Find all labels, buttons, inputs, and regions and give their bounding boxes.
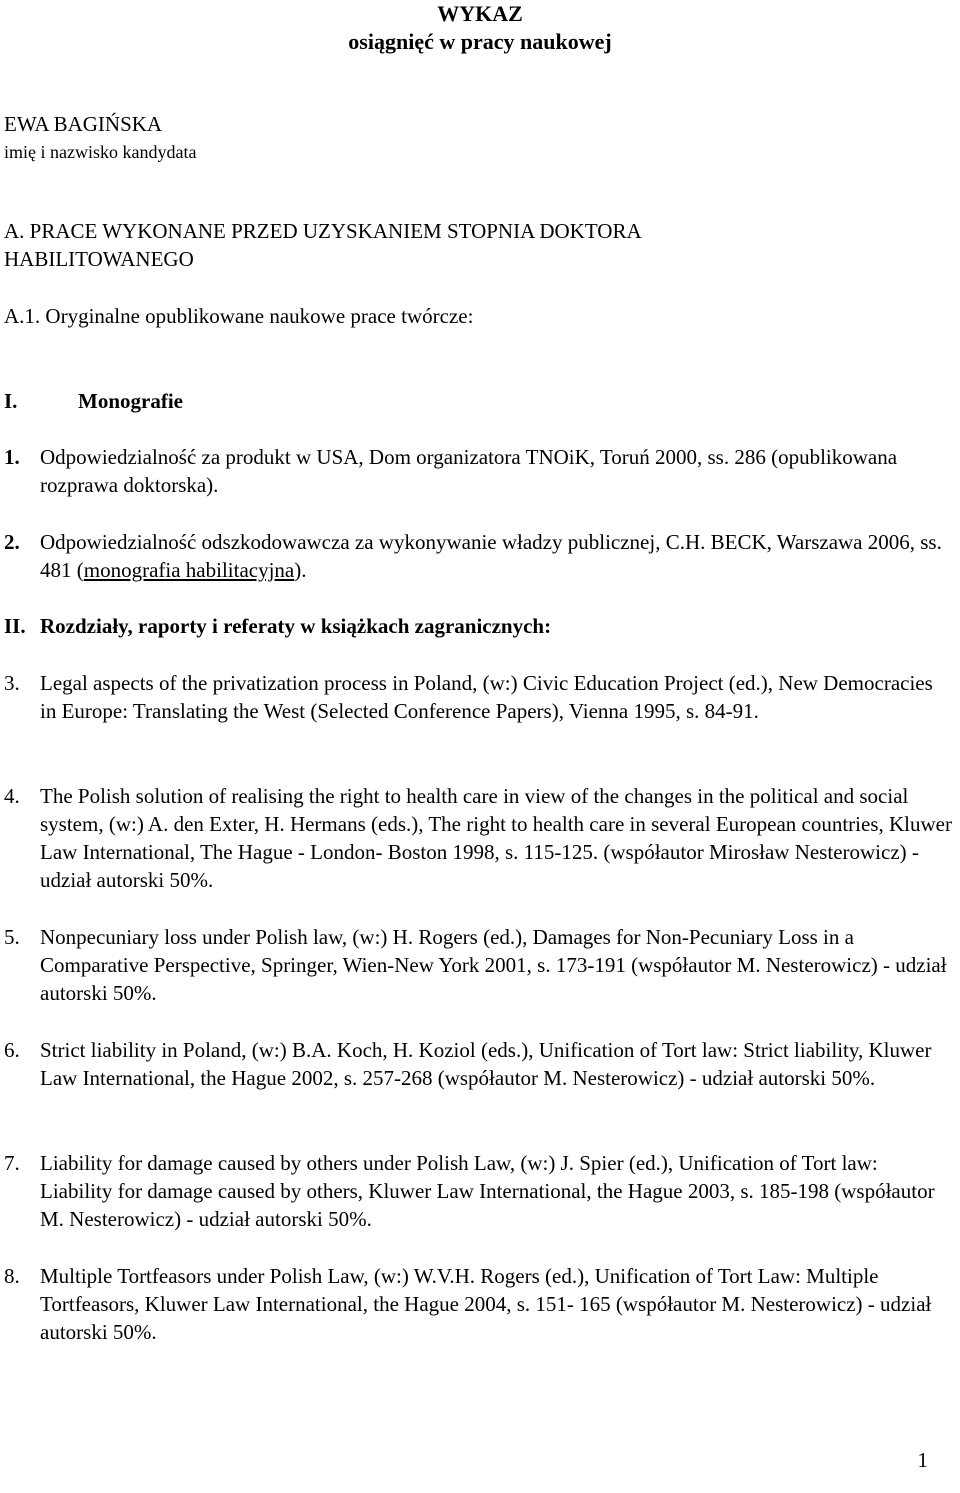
entry-text: Odpowiedzialność za produkt w USA, Dom organizatora TNOiK, Toruń 2000, ss. 286 (opublikowana rozprawa doktorska). xyxy=(40,445,898,497)
part-2-number: II. xyxy=(4,614,26,638)
entry-number: 8. xyxy=(4,1264,20,1288)
entry-4 xyxy=(4,782,954,894)
title-line-1: WYKAZ xyxy=(437,1,523,26)
entry-text: Strict liability in Poland, (w:) B.A. Koch, H. Koziol (eds.), Unification of Tort law: Strict liability, Kluwer Law International, the Hague 2002, s. 257-268 (współautor M. Nesterowicz) - udział autorski 50%. xyxy=(40,1038,932,1090)
entry-6 xyxy=(4,1036,954,1092)
part-1-number: I. xyxy=(4,389,18,413)
author-caption: imię i nazwisko kandydata xyxy=(4,142,197,162)
entry-number: 7. xyxy=(4,1151,20,1175)
author-name: EWA BAGIŃSKA xyxy=(4,112,163,136)
entry-2 xyxy=(4,528,954,584)
habilitation-note: monografia habilitacyjna xyxy=(83,558,295,582)
entry-text: The Polish solution of realising the right to health care in view of the changes in the political and social system, (w:) A. den Exter, H. Hermans (eds.), The right to health care in several European countries, Kluwer Law International, The Hague - London- Boston 1998, s. 115-125. (współautor Mirosław Nesterowicz) - udział autorski 50%. xyxy=(40,784,952,892)
entry-text: Nonpecuniary loss under Polish law, (w:) H. Rogers (ed.), Damages for Non-Pecuniary Loss in a Comparative Perspective, Springer, Wien-New York 2001, s. 173-191 (współautor M. Nesterowicz) - udział autorski 50%. xyxy=(40,925,947,1005)
part-1-label: Monografie xyxy=(78,389,183,413)
entry-5 xyxy=(4,923,954,1007)
entry-number: 6. xyxy=(4,1038,20,1062)
entry-text: Legal aspects of the privatization process in Poland, (w:) Civic Education Project (ed.), New Democracies in Europe: Translating the West (Selected Conference Papers), Vienna 1995, s. 84-91. xyxy=(40,671,933,723)
entry-3 xyxy=(4,669,954,725)
entry-text-start: Odpowiedzialność odszkodowawcza za wykonywanie władzy publicznej, C.H. BECK, Warszawa 2006, ss. 481 ( xyxy=(40,530,942,582)
entry-number: 1. xyxy=(4,445,20,469)
entry-number: 3. xyxy=(4,671,20,695)
section-a-line-2: HABILITOWANEGO xyxy=(4,247,194,271)
title-line-2: osiągnięć w pracy naukowej xyxy=(348,29,612,54)
entry-number: 4. xyxy=(4,784,20,808)
section-a-line-1: A. PRACE WYKONANE PRZED UZYSKANIEM STOPNIA DOKTORA xyxy=(4,219,642,243)
entry-1 xyxy=(4,443,954,499)
entry-text: Liability for damage caused by others under Polish Law, (w:) J. Spier (ed.), Unification of Tort law: Liability for damage caused by others, Kluwer Law International, the Hague 2003, s. 185-198 (współautor M. Nesterowicz) - udział autorski 50%. xyxy=(40,1151,935,1231)
document-title xyxy=(0,0,960,56)
section-a-heading xyxy=(4,217,642,273)
page-number: 1 xyxy=(917,1448,928,1472)
entry-8 xyxy=(4,1262,954,1346)
entry-text-end: ). xyxy=(294,558,307,582)
part-2-label: Rozdziały, raporty i referaty w książkach zagranicznych: xyxy=(40,614,552,638)
entry-number: 5. xyxy=(4,925,20,949)
subsection-a1-heading: A.1. Oryginalne opublikowane naukowe prace twórcze: xyxy=(4,304,474,328)
entry-text: Multiple Tortfeasors under Polish Law, (w:) W.V.H. Rogers (ed.), Unification of Tort Law: Multiple Tortfeasors, Kluwer Law International, the Hague 2004, s. 151- 165 (współautor M. Nesterowicz) - udział autorski 50%. xyxy=(40,1264,932,1344)
entry-text xyxy=(40,528,954,584)
entry-number: 2. xyxy=(4,530,20,554)
entry-7 xyxy=(4,1149,954,1233)
